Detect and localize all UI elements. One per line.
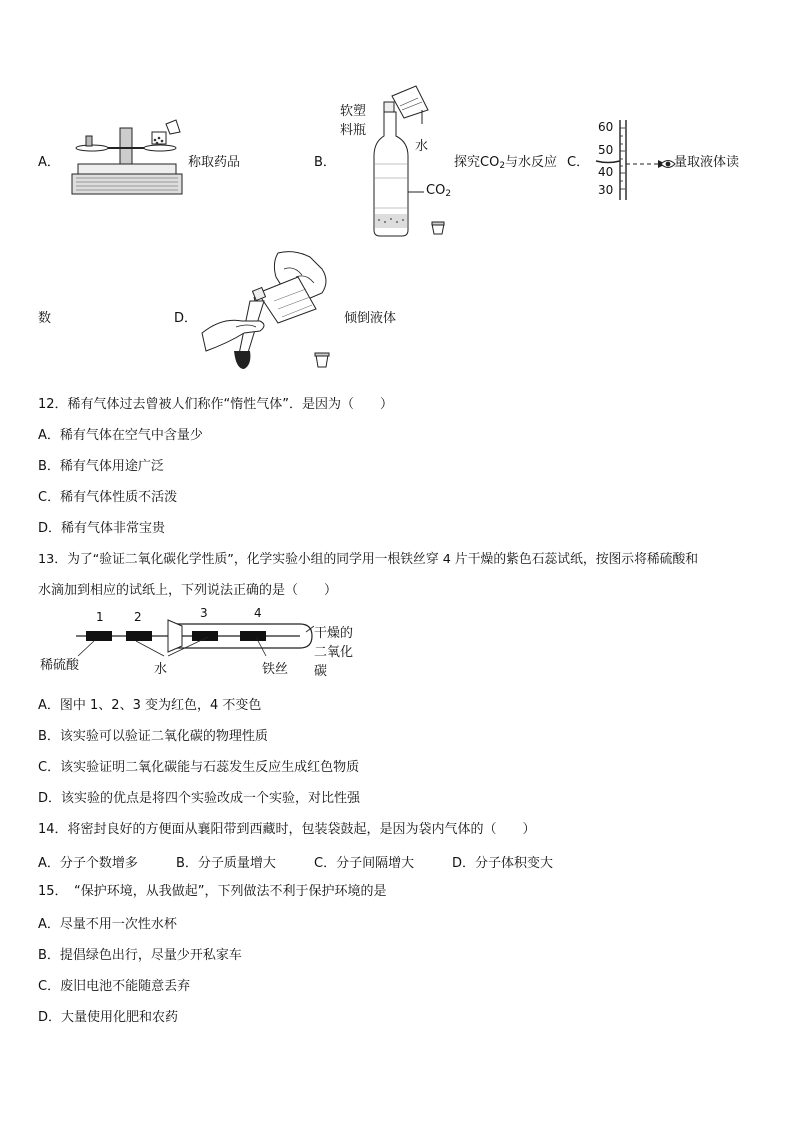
fig-label-acid: 稀硫酸	[40, 658, 80, 673]
q12-option-d: D．稀有气体非常宝贵	[38, 521, 166, 536]
q14-stem: 14．将密封良好的方便面从襄阳带到西藏时，包装袋鼓起，是因为袋内气体的（ ）	[38, 822, 536, 837]
option-b-letter: B．	[314, 155, 336, 170]
q15-option-b: B．提倡绿色出行，尽量少开私家车	[38, 948, 242, 963]
scale-50: 50	[598, 143, 614, 157]
q12-option-b: B．稀有气体用途广泛	[38, 459, 164, 474]
fig-label-1: 1	[96, 610, 104, 624]
water-label: 水	[415, 139, 429, 154]
bottle-label-1: 软塑	[340, 104, 367, 119]
q12-option-c: C．稀有气体性质不活泼	[38, 490, 178, 505]
scale-60: 60	[598, 120, 614, 134]
option-d-caption: 倾倒液体	[344, 311, 397, 326]
option-c-letter: C．	[567, 155, 590, 170]
fig-label-2: 2	[134, 610, 142, 624]
q14-option-c: C．分子间隔增大	[314, 856, 415, 871]
q15-option-d: D．大量使用化肥和农药	[38, 1010, 179, 1025]
q13-option-d: D．该实验的优点是将四个实验改成一个实验，对比性强	[38, 791, 361, 806]
fig-label-co2-1: 二氧化	[314, 645, 354, 660]
q14-option-d: D．分子体积变大	[452, 856, 554, 871]
scale-40: 40	[598, 165, 614, 179]
option-d-letter: D．	[174, 311, 198, 326]
q13-option-a: A．图中 1、2、3 变为红色，4 不变色	[38, 698, 262, 713]
q14-option-a: A．分子个数增多	[38, 856, 138, 871]
co2-label: $CO_2$	[426, 183, 452, 199]
option-a-caption: 称取药品	[188, 155, 241, 170]
balance-scale-illustration	[68, 118, 186, 198]
q12-stem: 12．稀有气体过去曾被人们称作“惰性气体”．是因为（ ）	[38, 397, 394, 412]
fig-label-water: 水	[154, 662, 168, 677]
bottle-label-2: 料瓶	[340, 123, 367, 138]
option-c-caption-1: 量取液体读	[674, 155, 740, 170]
pouring-liquid-illustration	[198, 247, 346, 377]
q13-stem-line-2: 水滴加到相应的试纸上，下列说法正确的是（ ）	[38, 583, 338, 598]
fig-label-wire: 铁丝	[262, 662, 289, 677]
option-c-caption-2: 数	[38, 311, 52, 326]
plastic-bottle-illustration	[370, 80, 450, 240]
fig-label-co2-2: 碳	[314, 664, 328, 679]
q15-option-c: C．废旧电池不能随意丢弃	[38, 979, 191, 994]
fig-label-dry: 干燥的	[314, 626, 354, 641]
q12-option-a: A．稀有气体在空气中含量少	[38, 428, 203, 443]
q15-option-a: A．尽量不用一次性水杯	[38, 917, 177, 932]
q14-option-b: B．分子质量增大	[176, 856, 276, 871]
option-b-caption: 探究$CO_2$与水反应	[454, 155, 558, 171]
fig-label-3: 3	[200, 606, 208, 620]
option-a-letter: A．	[38, 155, 60, 170]
scale-30: 30	[598, 183, 614, 197]
q13-option-b: B．该实验可以验证二氧化碳的物理性质	[38, 729, 268, 744]
fig-label-4: 4	[254, 606, 262, 620]
q13-option-c: C．该实验证明二氧化碳能与石蕊发生反应生成红色物质	[38, 760, 360, 775]
q13-stem-line-1: 13．为了“验证二氧化碳化学性质”，化学实验小组的同学用一根铁丝穿 4 片干燥的紫色石蕊试纸，按图示将稀硫酸和	[38, 552, 699, 567]
q15-stem: 15． “保护环境，从我做起”，下列做法不利于保护环境的是	[38, 884, 387, 899]
